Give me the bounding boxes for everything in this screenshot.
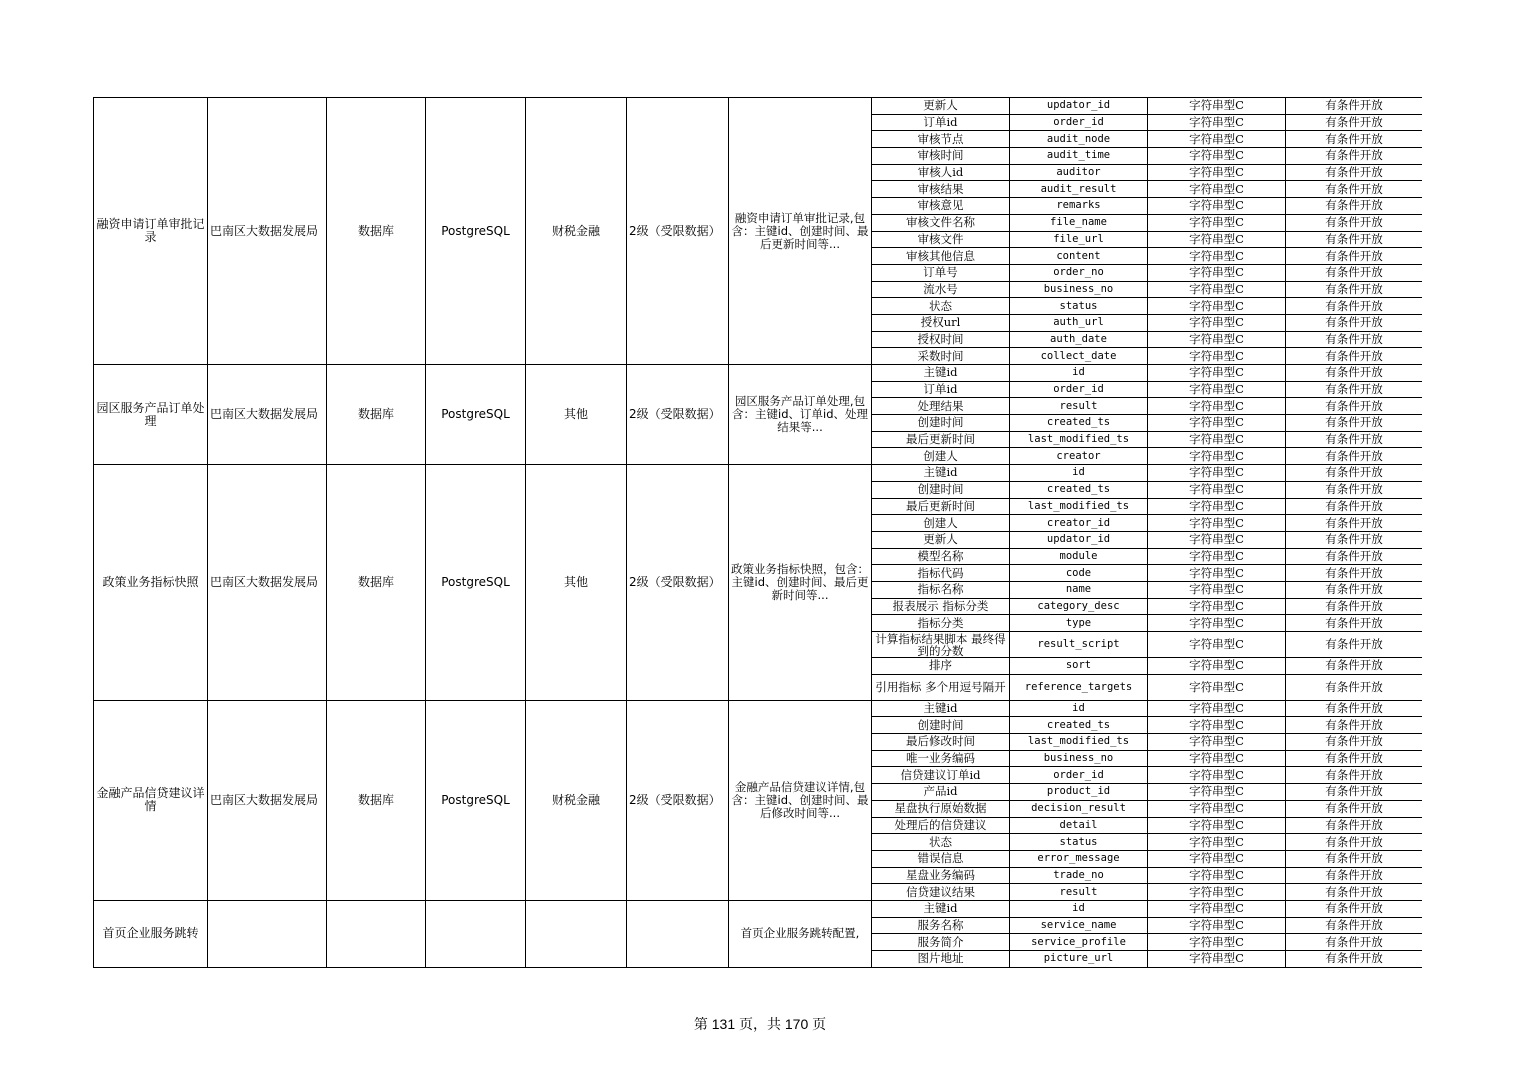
open-condition-cell: 有条件开放 (1286, 214, 1423, 231)
department-cell (208, 900, 327, 967)
resource-name-cell: 园区服务产品订单处理 (94, 365, 208, 465)
field-type-cell: 字符串型C (1148, 548, 1286, 565)
open-condition-cell: 有条件开放 (1286, 834, 1423, 851)
open-condition-cell: 有条件开放 (1286, 800, 1423, 817)
field-en-name-cell: result (1010, 398, 1148, 415)
open-condition-cell: 有条件开放 (1286, 314, 1423, 331)
storage-type-cell: 数据库 (327, 700, 426, 900)
field-type-cell: 字符串型C (1148, 314, 1286, 331)
field-type-cell: 字符串型C (1148, 298, 1286, 315)
open-condition-cell: 有条件开放 (1286, 515, 1423, 532)
open-condition-cell: 有条件开放 (1286, 717, 1423, 734)
field-en-name-cell: audit_node (1010, 131, 1148, 148)
field-en-name-cell: business_no (1010, 281, 1148, 298)
field-en-name-cell: content (1010, 248, 1148, 265)
resource-name-cell: 首页企业服务跳转 (94, 900, 208, 967)
table-row (94, 365, 1423, 382)
field-cn-name-cell: 状态 (872, 834, 1010, 851)
security-level-cell: 2级（受限数据） (627, 700, 729, 900)
field-en-name-cell: auth_url (1010, 314, 1148, 331)
field-cn-name-cell: 处理结果 (872, 398, 1010, 415)
open-condition-cell: 有条件开放 (1286, 198, 1423, 215)
field-cn-name-cell: 唯一业务编码 (872, 750, 1010, 767)
field-en-name-cell: order_no (1010, 264, 1148, 281)
field-en-name-cell: order_id (1010, 767, 1148, 784)
field-type-cell: 字符串型C (1148, 114, 1286, 131)
field-cn-name-cell: 最后更新时间 (872, 498, 1010, 515)
field-en-name-cell: last_modified_ts (1010, 498, 1148, 515)
database-type-cell: PostgreSQL (426, 365, 526, 465)
open-condition-cell: 有条件开放 (1286, 331, 1423, 348)
open-condition-cell: 有条件开放 (1286, 817, 1423, 834)
database-type-cell: PostgreSQL (426, 465, 526, 701)
field-type-cell: 字符串型C (1148, 365, 1286, 382)
security-level-cell: 2级（受限数据） (627, 365, 729, 465)
security-level-cell: 2级（受限数据） (627, 465, 729, 701)
field-type-cell: 字符串型C (1148, 214, 1286, 231)
field-en-name-cell: reference_targets (1010, 674, 1148, 700)
open-condition-cell: 有条件开放 (1286, 431, 1423, 448)
field-cn-name-cell: 指标名称 (872, 581, 1010, 598)
field-cn-name-cell: 处理后的信贷建议 (872, 817, 1010, 834)
description-cell: 园区服务产品订单处理,包含：主键id、订单id、处理结果等... (729, 365, 872, 465)
field-cn-name-cell: 报表展示 指标分类 (872, 598, 1010, 615)
field-en-name-cell: picture_url (1010, 951, 1148, 968)
field-cn-name-cell: 星盘业务编码 (872, 867, 1010, 884)
open-condition-cell: 有条件开放 (1286, 700, 1423, 717)
open-condition-cell: 有条件开放 (1286, 114, 1423, 131)
open-condition-cell: 有条件开放 (1286, 448, 1423, 465)
field-type-cell: 字符串型C (1148, 481, 1286, 498)
field-cn-name-cell: 引用指标 多个用逗号隔开 (872, 674, 1010, 700)
field-cn-name-cell: 状态 (872, 298, 1010, 315)
field-en-name-cell: collect_date (1010, 348, 1148, 365)
open-condition-cell: 有条件开放 (1286, 934, 1423, 951)
open-condition-cell: 有条件开放 (1286, 658, 1423, 675)
field-en-name-cell: decision_result (1010, 800, 1148, 817)
open-condition-cell: 有条件开放 (1286, 231, 1423, 248)
field-en-name-cell: sort (1010, 658, 1148, 675)
table-row (94, 700, 1423, 717)
department-cell: 巴南区大数据发展局 (208, 465, 327, 701)
field-en-name-cell: id (1010, 465, 1148, 482)
open-condition-cell: 有条件开放 (1286, 164, 1423, 181)
field-en-name-cell: code (1010, 565, 1148, 582)
field-cn-name-cell: 信贷建议订单id (872, 767, 1010, 784)
field-type-cell: 字符串型C (1148, 951, 1286, 968)
storage-type-cell: 数据库 (327, 365, 426, 465)
field-en-name-cell: product_id (1010, 784, 1148, 801)
open-condition-cell: 有条件开放 (1286, 565, 1423, 582)
field-en-name-cell: service_profile (1010, 934, 1148, 951)
field-en-name-cell: order_id (1010, 381, 1148, 398)
field-type-cell: 字符串型C (1148, 817, 1286, 834)
field-type-cell: 字符串型C (1148, 565, 1286, 582)
open-condition-cell: 有条件开放 (1286, 398, 1423, 415)
open-condition-cell: 有条件开放 (1286, 917, 1423, 934)
field-en-name-cell: audit_result (1010, 181, 1148, 198)
resource-name-cell: 融资申请订单审批记录 (94, 98, 208, 365)
field-type-cell: 字符串型C (1148, 398, 1286, 415)
field-en-name-cell: updator_id (1010, 531, 1148, 548)
field-type-cell: 字符串型C (1148, 431, 1286, 448)
open-condition-cell: 有条件开放 (1286, 481, 1423, 498)
field-cn-name-cell: 图片地址 (872, 951, 1010, 968)
description-cell: 金融产品信贷建议详情,包含：主键id、创建时间、最后修改时间等... (729, 700, 872, 900)
table-row (94, 465, 1423, 482)
field-en-name-cell: trade_no (1010, 867, 1148, 884)
open-condition-cell: 有条件开放 (1286, 784, 1423, 801)
field-en-name-cell: id (1010, 900, 1148, 917)
field-type-cell: 字符串型C (1148, 800, 1286, 817)
field-en-name-cell: order_id (1010, 114, 1148, 131)
category-cell: 财税金融 (526, 700, 627, 900)
field-cn-name-cell: 服务名称 (872, 917, 1010, 934)
field-en-name-cell: auditor (1010, 164, 1148, 181)
field-cn-name-cell: 审核文件名称 (872, 214, 1010, 231)
field-en-name-cell: created_ts (1010, 415, 1148, 432)
field-cn-name-cell: 创建人 (872, 448, 1010, 465)
field-type-cell: 字符串型C (1148, 498, 1286, 515)
field-en-name-cell: status (1010, 834, 1148, 851)
field-type-cell: 字符串型C (1148, 717, 1286, 734)
field-type-cell: 字符串型C (1148, 264, 1286, 281)
field-type-cell: 字符串型C (1148, 700, 1286, 717)
field-type-cell: 字符串型C (1148, 734, 1286, 751)
field-type-cell: 字符串型C (1148, 164, 1286, 181)
field-cn-name-cell: 主键id (872, 365, 1010, 382)
field-cn-name-cell: 创建时间 (872, 717, 1010, 734)
field-en-name-cell: business_no (1010, 750, 1148, 767)
field-cn-name-cell: 订单号 (872, 264, 1010, 281)
open-condition-cell: 有条件开放 (1286, 131, 1423, 148)
field-cn-name-cell: 审核时间 (872, 148, 1010, 165)
field-type-cell: 字符串型C (1148, 515, 1286, 532)
field-en-name-cell: last_modified_ts (1010, 431, 1148, 448)
open-condition-cell: 有条件开放 (1286, 598, 1423, 615)
field-cn-name-cell: 最后修改时间 (872, 734, 1010, 751)
field-en-name-cell: file_url (1010, 231, 1148, 248)
storage-type-cell: 数据库 (327, 98, 426, 365)
open-condition-cell: 有条件开放 (1286, 415, 1423, 432)
field-cn-name-cell: 信贷建议结果 (872, 884, 1010, 901)
field-type-cell: 字符串型C (1148, 198, 1286, 215)
open-condition-cell: 有条件开放 (1286, 884, 1423, 901)
data-catalog-table (93, 97, 1422, 968)
field-cn-name-cell: 指标代码 (872, 565, 1010, 582)
open-condition-cell: 有条件开放 (1286, 632, 1423, 658)
open-condition-cell: 有条件开放 (1286, 381, 1423, 398)
field-cn-name-cell: 审核文件 (872, 231, 1010, 248)
open-condition-cell: 有条件开放 (1286, 951, 1423, 968)
department-cell: 巴南区大数据发展局 (208, 365, 327, 465)
field-cn-name-cell: 主键id (872, 700, 1010, 717)
database-type-cell (426, 900, 526, 967)
field-en-name-cell: error_message (1010, 850, 1148, 867)
open-condition-cell: 有条件开放 (1286, 734, 1423, 751)
field-type-cell: 字符串型C (1148, 381, 1286, 398)
open-condition-cell: 有条件开放 (1286, 148, 1423, 165)
field-type-cell: 字符串型C (1148, 581, 1286, 598)
field-cn-name-cell: 审核意见 (872, 198, 1010, 215)
open-condition-cell: 有条件开放 (1286, 581, 1423, 598)
field-en-name-cell: auth_date (1010, 331, 1148, 348)
field-cn-name-cell: 授权时间 (872, 331, 1010, 348)
field-cn-name-cell: 创建时间 (872, 481, 1010, 498)
field-en-name-cell: status (1010, 298, 1148, 315)
field-cn-name-cell: 排序 (872, 658, 1010, 675)
field-cn-name-cell: 采数时间 (872, 348, 1010, 365)
open-condition-cell: 有条件开放 (1286, 181, 1423, 198)
field-type-cell: 字符串型C (1148, 917, 1286, 934)
category-cell: 其他 (526, 365, 627, 465)
open-condition-cell: 有条件开放 (1286, 498, 1423, 515)
field-cn-name-cell: 主键id (872, 465, 1010, 482)
field-en-name-cell: name (1010, 581, 1148, 598)
field-type-cell: 字符串型C (1148, 900, 1286, 917)
open-condition-cell: 有条件开放 (1286, 298, 1423, 315)
field-en-name-cell: created_ts (1010, 481, 1148, 498)
field-cn-name-cell: 最后更新时间 (872, 431, 1010, 448)
field-type-cell: 字符串型C (1148, 632, 1286, 658)
field-cn-name-cell: 模型名称 (872, 548, 1010, 565)
field-type-cell: 字符串型C (1148, 767, 1286, 784)
open-condition-cell: 有条件开放 (1286, 867, 1423, 884)
field-type-cell: 字符串型C (1148, 148, 1286, 165)
field-cn-name-cell: 计算指标结果脚本 最终得到的分数 (872, 632, 1010, 658)
field-type-cell: 字符串型C (1148, 448, 1286, 465)
field-en-name-cell: id (1010, 365, 1148, 382)
open-condition-cell: 有条件开放 (1286, 674, 1423, 700)
field-cn-name-cell: 创建人 (872, 515, 1010, 532)
field-type-cell: 字符串型C (1148, 465, 1286, 482)
field-type-cell: 字符串型C (1148, 231, 1286, 248)
open-condition-cell: 有条件开放 (1286, 248, 1423, 265)
field-cn-name-cell: 审核节点 (872, 131, 1010, 148)
field-type-cell: 字符串型C (1148, 531, 1286, 548)
field-type-cell: 字符串型C (1148, 884, 1286, 901)
field-cn-name-cell: 星盘执行原始数据 (872, 800, 1010, 817)
field-en-name-cell: creator (1010, 448, 1148, 465)
field-cn-name-cell: 产品id (872, 784, 1010, 801)
field-type-cell: 字符串型C (1148, 331, 1286, 348)
table-row (94, 900, 1423, 917)
field-en-name-cell: file_name (1010, 214, 1148, 231)
open-condition-cell: 有条件开放 (1286, 98, 1423, 115)
field-cn-name-cell: 错误信息 (872, 850, 1010, 867)
field-cn-name-cell: 服务简介 (872, 934, 1010, 951)
open-condition-cell: 有条件开放 (1286, 850, 1423, 867)
open-condition-cell: 有条件开放 (1286, 465, 1423, 482)
description-cell: 政策业务指标快照，包含：主键id、创建时间、最后更新时间等... (729, 465, 872, 701)
field-type-cell: 字符串型C (1148, 98, 1286, 115)
field-type-cell: 字符串型C (1148, 348, 1286, 365)
description-cell: 首页企业服务跳转配置, (729, 900, 872, 967)
field-type-cell: 字符串型C (1148, 415, 1286, 432)
field-type-cell: 字符串型C (1148, 281, 1286, 298)
field-type-cell: 字符串型C (1148, 248, 1286, 265)
open-condition-cell: 有条件开放 (1286, 900, 1423, 917)
field-en-name-cell: audit_time (1010, 148, 1148, 165)
field-cn-name-cell: 创建时间 (872, 415, 1010, 432)
field-type-cell: 字符串型C (1148, 784, 1286, 801)
field-type-cell: 字符串型C (1148, 615, 1286, 632)
field-en-name-cell: last_modified_ts (1010, 734, 1148, 751)
field-type-cell: 字符串型C (1148, 658, 1286, 675)
field-en-name-cell: creator_id (1010, 515, 1148, 532)
database-type-cell: PostgreSQL (426, 700, 526, 900)
storage-type-cell (327, 900, 426, 967)
field-type-cell: 字符串型C (1148, 598, 1286, 615)
field-cn-name-cell: 更新人 (872, 531, 1010, 548)
field-en-name-cell: result_script (1010, 632, 1148, 658)
field-type-cell: 字符串型C (1148, 750, 1286, 767)
field-type-cell: 字符串型C (1148, 834, 1286, 851)
field-en-name-cell: category_desc (1010, 598, 1148, 615)
table-row (94, 98, 1423, 115)
field-cn-name-cell: 更新人 (872, 98, 1010, 115)
field-en-name-cell: created_ts (1010, 717, 1148, 734)
open-condition-cell: 有条件开放 (1286, 615, 1423, 632)
security-level-cell (627, 900, 729, 967)
field-en-name-cell: result (1010, 884, 1148, 901)
open-condition-cell: 有条件开放 (1286, 750, 1423, 767)
department-cell: 巴南区大数据发展局 (208, 98, 327, 365)
field-cn-name-cell: 审核其他信息 (872, 248, 1010, 265)
resource-name-cell: 金融产品信贷建议详情 (94, 700, 208, 900)
field-type-cell: 字符串型C (1148, 131, 1286, 148)
field-en-name-cell: id (1010, 700, 1148, 717)
description-cell: 融资申请订单审批记录,包含：主键id、创建时间、最后更新时间等... (729, 98, 872, 365)
category-cell: 其他 (526, 465, 627, 701)
open-condition-cell: 有条件开放 (1286, 281, 1423, 298)
field-cn-name-cell: 指标分类 (872, 615, 1010, 632)
field-type-cell: 字符串型C (1148, 867, 1286, 884)
open-condition-cell: 有条件开放 (1286, 264, 1423, 281)
open-condition-cell: 有条件开放 (1286, 531, 1423, 548)
field-en-name-cell: module (1010, 548, 1148, 565)
department-cell: 巴南区大数据发展局 (208, 700, 327, 900)
security-level-cell: 2级（受限数据） (627, 98, 729, 365)
field-cn-name-cell: 流水号 (872, 281, 1010, 298)
open-condition-cell: 有条件开放 (1286, 348, 1423, 365)
field-en-name-cell: updator_id (1010, 98, 1148, 115)
field-en-name-cell: detail (1010, 817, 1148, 834)
open-condition-cell: 有条件开放 (1286, 548, 1423, 565)
field-en-name-cell: remarks (1010, 198, 1148, 215)
page-footer: 第 131 页，共 170 页 (693, 1016, 827, 1032)
field-cn-name-cell: 主键id (872, 900, 1010, 917)
field-en-name-cell: type (1010, 615, 1148, 632)
field-cn-name-cell: 审核人id (872, 164, 1010, 181)
field-en-name-cell: service_name (1010, 917, 1148, 934)
storage-type-cell: 数据库 (327, 465, 426, 701)
field-type-cell: 字符串型C (1148, 934, 1286, 951)
database-type-cell: PostgreSQL (426, 98, 526, 365)
field-type-cell: 字符串型C (1148, 674, 1286, 700)
field-type-cell: 字符串型C (1148, 850, 1286, 867)
open-condition-cell: 有条件开放 (1286, 365, 1423, 382)
resource-name-cell: 政策业务指标快照 (94, 465, 208, 701)
field-type-cell: 字符串型C (1148, 181, 1286, 198)
field-cn-name-cell: 审核结果 (872, 181, 1010, 198)
field-cn-name-cell: 订单id (872, 114, 1010, 131)
field-cn-name-cell: 订单id (872, 381, 1010, 398)
field-cn-name-cell: 授权url (872, 314, 1010, 331)
category-cell (526, 900, 627, 967)
category-cell: 财税金融 (526, 98, 627, 365)
open-condition-cell: 有条件开放 (1286, 767, 1423, 784)
